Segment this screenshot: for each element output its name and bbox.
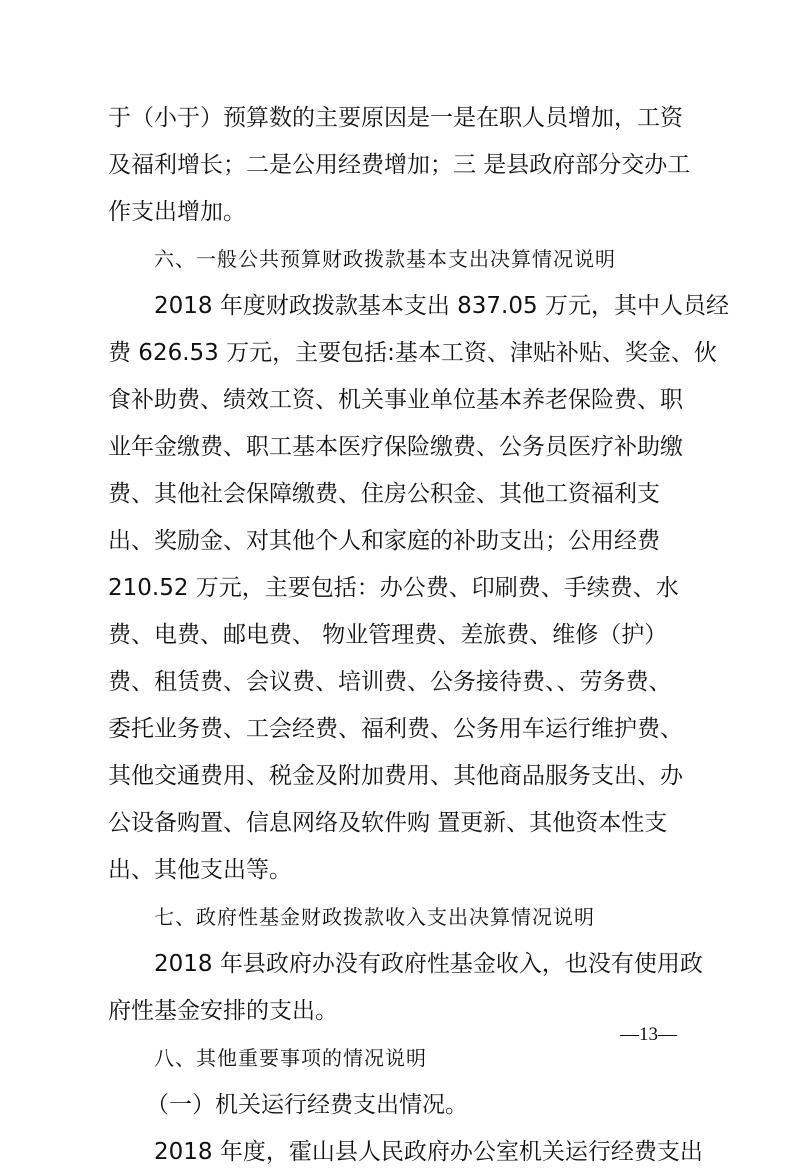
text-line: 2018 年度，霍山县人民政府办公室机关运行经费支出 bbox=[154, 1139, 703, 1165]
text-line: 公设备购置、信息网络及软件购 置更新、其他资本性支 bbox=[108, 810, 668, 836]
text-line: 费、租赁费、会议费、培训费、公务接待费、、劳务费、 bbox=[108, 669, 672, 695]
text-line: 210.52 万元，主要包括：办公费、印刷费、手续费、水 bbox=[108, 575, 679, 601]
document-body bbox=[108, 95, 729, 1176]
text-line: 2018 年县政府办没有政府性基金收入，也没有使用政 bbox=[154, 951, 703, 977]
text-line: 作支出增加。 bbox=[108, 199, 246, 225]
paragraph bbox=[108, 283, 729, 894]
text-line: 于（小于）预算数的主要原因是一是在职人员增加，工资 bbox=[108, 105, 683, 131]
text-line: 出、其他支出等。 bbox=[108, 857, 292, 883]
text-line: 2018 年度财政拨款基本支出 837.05 万元，其中人员经 bbox=[154, 293, 729, 319]
text-line: 费、电费、邮电费、 物业管理费、差旅费、维修（护） bbox=[108, 622, 668, 648]
heading-line: 八、其他重要事项的情况说明 bbox=[154, 1046, 427, 1070]
section-heading bbox=[108, 894, 688, 941]
text-line: 府性基金安排的支出。 bbox=[108, 998, 338, 1024]
text-line: 出、奖励金、对其他个人和家庭的补助支出；公用经费 bbox=[108, 528, 660, 554]
subheading-line: （一）机关运行经费支出情况。 bbox=[146, 1092, 468, 1118]
paragraph bbox=[108, 95, 691, 236]
heading-line: 七、政府性基金财政拨款收入支出决算情况说明 bbox=[154, 905, 595, 929]
section-heading bbox=[108, 1035, 688, 1082]
paragraph bbox=[108, 941, 703, 1035]
text-line: 委托业务费、工会经费、福利费、公务用车运行维护费、 bbox=[108, 716, 683, 742]
section-heading bbox=[108, 236, 688, 283]
page-number: —13— bbox=[620, 1024, 677, 1045]
text-line: 食补助费、绩效工资、机关事业单位基本养老保险费、职 bbox=[108, 387, 683, 413]
text-line: 费、其他社会保障缴费、住房公积金、其他工资福利支 bbox=[108, 481, 660, 507]
heading-line: 六、一般公共预算财政拨款基本支出决算情况说明 bbox=[154, 247, 616, 271]
text-line: 及福利增长；二是公用经费增加；三 是县政府部分交办工 bbox=[108, 152, 691, 178]
text-line: 业年金缴费、职工基本医疗保险缴费、公务员医疗补助缴 bbox=[108, 434, 683, 460]
paragraph bbox=[108, 1129, 703, 1176]
text-line: 其他交通费用、税金及附加费用、其他商品服务支出、办 bbox=[108, 763, 683, 789]
text-line: 费 626.53 万元，主要包括:基本工资、津贴补贴、奖金、伙 bbox=[108, 340, 717, 366]
